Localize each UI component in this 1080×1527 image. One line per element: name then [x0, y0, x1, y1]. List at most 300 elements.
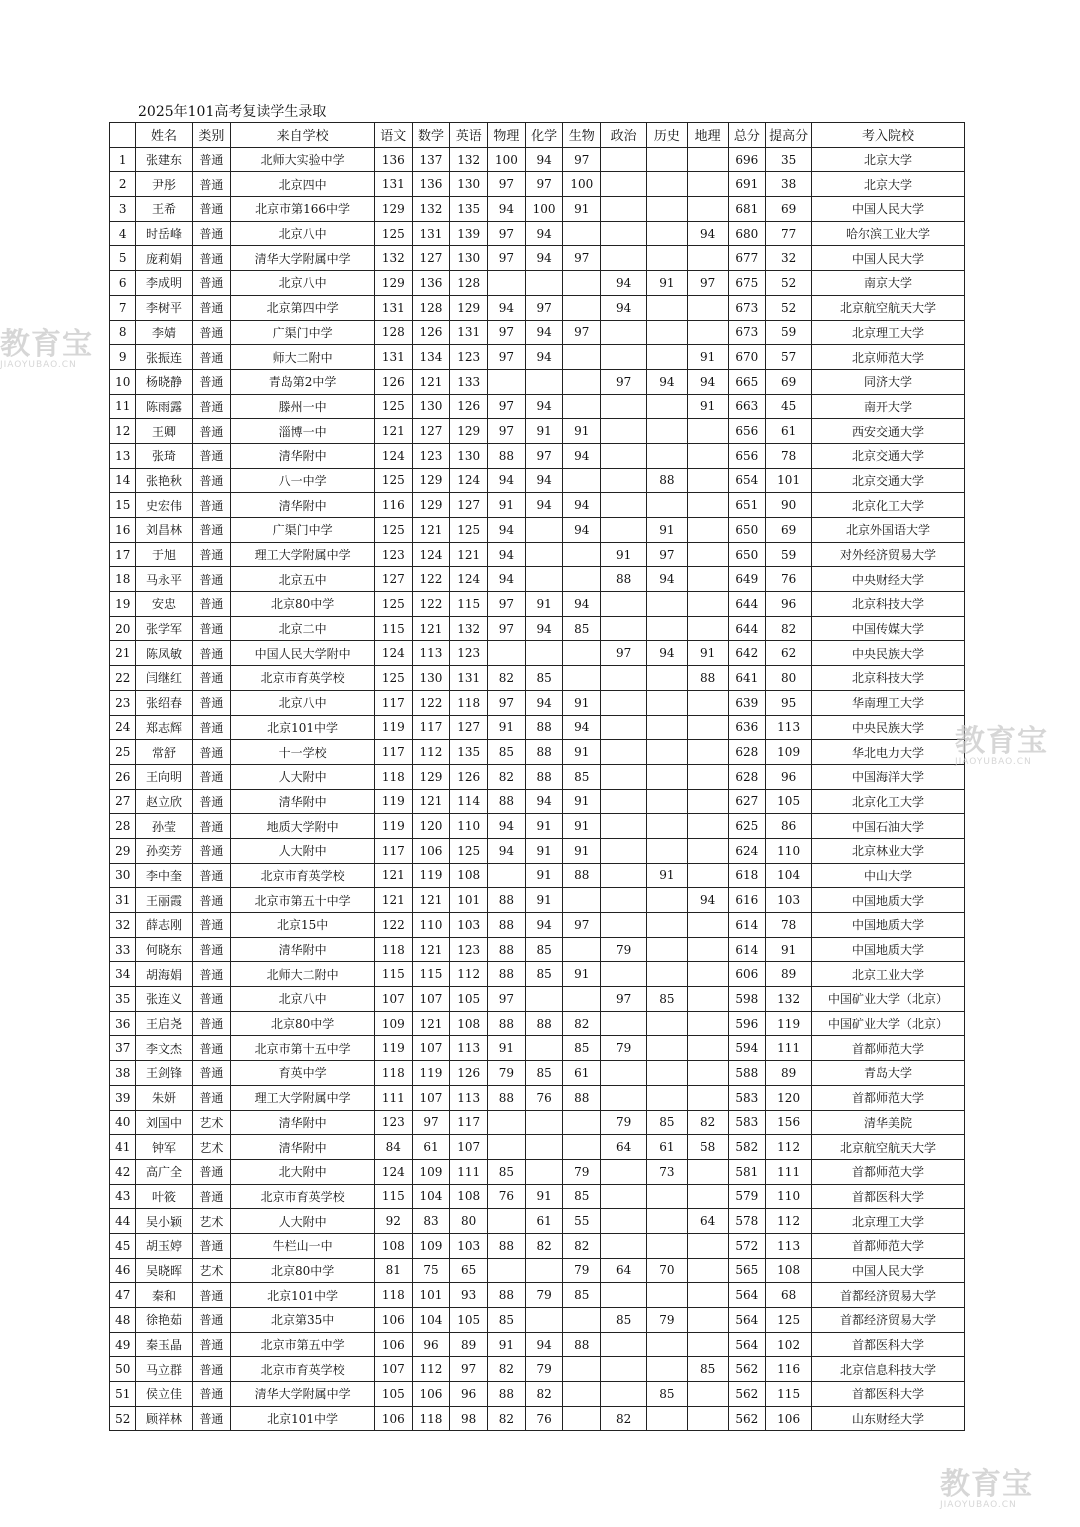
- cell-total: 639: [728, 690, 766, 715]
- cell-school: 北京市育英学校: [231, 666, 375, 691]
- cell-chinese: 115: [374, 616, 412, 641]
- table-row: [110, 1332, 965, 1357]
- cell-history: [647, 690, 688, 715]
- cell-chinese: 106: [374, 1308, 412, 1333]
- cell-school: 地质大学附中: [231, 814, 375, 839]
- cell-school: 中国人民大学附中: [231, 641, 375, 666]
- cell-politics: 97: [601, 987, 647, 1012]
- cell-biology: [563, 1308, 601, 1333]
- cell-biology: [563, 1135, 601, 1160]
- cell-category: 普通: [192, 1283, 231, 1308]
- cell-index: 52: [110, 1406, 136, 1431]
- cell-politics: [601, 419, 647, 444]
- cell-total: 565: [728, 1258, 766, 1283]
- cell-biology: 91: [563, 690, 601, 715]
- cell-category: 普通: [192, 443, 231, 468]
- cell-english: 139: [450, 221, 488, 246]
- cell-category: 普通: [192, 937, 231, 962]
- cell-chemistry: 94: [525, 1332, 563, 1357]
- cell-biology: [563, 345, 601, 370]
- cell-university: 北京理工大学: [812, 1209, 965, 1234]
- cell-chemistry: 94: [525, 221, 563, 246]
- cell-university: 北京师范大学: [812, 345, 965, 370]
- cell-index: 49: [110, 1332, 136, 1357]
- cell-physics: 76: [488, 1184, 526, 1209]
- cell-english: 130: [450, 443, 488, 468]
- cell-physics: 85: [488, 1159, 526, 1184]
- cell-physics: 88: [488, 1085, 526, 1110]
- cell-politics: [601, 394, 647, 419]
- cell-politics: [601, 616, 647, 641]
- cell-english: 131: [450, 320, 488, 345]
- cell-physics: 91: [488, 493, 526, 518]
- table-row: [110, 1308, 965, 1333]
- cell-english: 98: [450, 1406, 488, 1431]
- cell-english: 113: [450, 1036, 488, 1061]
- cell-math: 106: [412, 1382, 450, 1407]
- cell-improvement: 90: [766, 493, 812, 518]
- cell-physics: 88: [488, 1382, 526, 1407]
- table-row: [110, 592, 965, 617]
- cell-school: 北京15中: [231, 913, 375, 938]
- cell-total: 616: [728, 888, 766, 913]
- cell-university: 华南理工大学: [812, 690, 965, 715]
- cell-total: 696: [728, 147, 766, 172]
- cell-chemistry: 88: [525, 740, 563, 765]
- cell-geography: [687, 616, 728, 641]
- cell-chemistry: 85: [525, 962, 563, 987]
- cell-physics: 88: [488, 913, 526, 938]
- cell-university: 中国矿业大学（北京）: [812, 987, 965, 1012]
- cell-math: 121: [412, 937, 450, 962]
- cell-physics: [488, 369, 526, 394]
- cell-total: 627: [728, 789, 766, 814]
- table-row: [110, 320, 965, 345]
- table-body: [110, 147, 965, 1431]
- cell-total: 562: [728, 1357, 766, 1382]
- cell-english: 127: [450, 493, 488, 518]
- cell-physics: [488, 863, 526, 888]
- col-header-chinese: 语文: [374, 123, 412, 148]
- cell-geography: [687, 1233, 728, 1258]
- cell-politics: [601, 468, 647, 493]
- cell-school: 北京市育英学校: [231, 1184, 375, 1209]
- cell-biology: 94: [563, 443, 601, 468]
- cell-name: 胡海娟: [136, 962, 192, 987]
- cell-math: 136: [412, 172, 450, 197]
- cell-biology: 55: [563, 1209, 601, 1234]
- cell-biology: [563, 888, 601, 913]
- cell-physics: 97: [488, 419, 526, 444]
- cell-category: 普通: [192, 1332, 231, 1357]
- cell-english: 135: [450, 197, 488, 222]
- cell-school: 淄博一中: [231, 419, 375, 444]
- cell-geography: [687, 937, 728, 962]
- cell-chemistry: 94: [525, 394, 563, 419]
- cell-english: 108: [450, 863, 488, 888]
- cell-name: 胡玉婷: [136, 1233, 192, 1258]
- cell-math: 126: [412, 320, 450, 345]
- cell-university: 首都师范大学: [812, 1233, 965, 1258]
- cell-index: 44: [110, 1209, 136, 1234]
- cell-name: 李成明: [136, 271, 192, 296]
- cell-improvement: 68: [766, 1283, 812, 1308]
- cell-history: [647, 295, 688, 320]
- cell-physics: 97: [488, 320, 526, 345]
- cell-geography: [687, 493, 728, 518]
- cell-chinese: 125: [374, 468, 412, 493]
- cell-english: 113: [450, 1085, 488, 1110]
- cell-category: 普通: [192, 295, 231, 320]
- cell-improvement: 111: [766, 1036, 812, 1061]
- cell-politics: [601, 1159, 647, 1184]
- cell-name: 孙莹: [136, 814, 192, 839]
- cell-total: 582: [728, 1135, 766, 1160]
- cell-chinese: 124: [374, 641, 412, 666]
- cell-index: 9: [110, 345, 136, 370]
- cell-geography: [687, 1406, 728, 1431]
- cell-biology: [563, 1110, 601, 1135]
- cell-improvement: 35: [766, 147, 812, 172]
- cell-improvement: 108: [766, 1258, 812, 1283]
- cell-geography: 58: [687, 1135, 728, 1160]
- cell-english: 126: [450, 394, 488, 419]
- cell-politics: [601, 221, 647, 246]
- cell-improvement: 104: [766, 863, 812, 888]
- cell-biology: 94: [563, 493, 601, 518]
- cell-name: 马永平: [136, 567, 192, 592]
- cell-biology: 97: [563, 913, 601, 938]
- cell-school: 清华大学附属中学: [231, 246, 375, 271]
- cell-school: 北京市第五十中学: [231, 888, 375, 913]
- table-row: [110, 271, 965, 296]
- cell-index: 45: [110, 1233, 136, 1258]
- cell-math: 115: [412, 962, 450, 987]
- table-row: [110, 838, 965, 863]
- watermark-domain: JIAOYUBAO.CN: [940, 1500, 1017, 1510]
- cell-improvement: 38: [766, 172, 812, 197]
- cell-university: 北京航空航天大学: [812, 1135, 965, 1160]
- cell-index: 1: [110, 147, 136, 172]
- cell-english: 111: [450, 1159, 488, 1184]
- cell-index: 3: [110, 197, 136, 222]
- cell-university: 北京交通大学: [812, 468, 965, 493]
- cell-politics: [601, 1233, 647, 1258]
- cell-university: 中国地质大学: [812, 888, 965, 913]
- cell-name: 王希: [136, 197, 192, 222]
- cell-improvement: 120: [766, 1085, 812, 1110]
- cell-university: 北京理工大学: [812, 320, 965, 345]
- table-row: [110, 616, 965, 641]
- cell-biology: 82: [563, 1011, 601, 1036]
- cell-improvement: 61: [766, 419, 812, 444]
- cell-total: 628: [728, 764, 766, 789]
- cell-math: 119: [412, 863, 450, 888]
- cell-improvement: 112: [766, 1135, 812, 1160]
- cell-geography: [687, 913, 728, 938]
- cell-geography: [687, 147, 728, 172]
- table-header-row: [110, 123, 965, 148]
- table-row: [110, 1382, 965, 1407]
- table-row: [110, 345, 965, 370]
- table-row: [110, 1110, 965, 1135]
- cell-school: 北京五中: [231, 567, 375, 592]
- cell-english: 101: [450, 888, 488, 913]
- cell-chinese: 107: [374, 987, 412, 1012]
- cell-chinese: 125: [374, 666, 412, 691]
- cell-history: [647, 814, 688, 839]
- table-row: [110, 443, 965, 468]
- cell-politics: [601, 838, 647, 863]
- cell-category: 普通: [192, 863, 231, 888]
- cell-name: 李树平: [136, 295, 192, 320]
- cell-politics: 79: [601, 1110, 647, 1135]
- cell-university: 北京交通大学: [812, 443, 965, 468]
- cell-history: [647, 592, 688, 617]
- cell-category: 普通: [192, 641, 231, 666]
- cell-chinese: 131: [374, 172, 412, 197]
- cell-name: 张连义: [136, 987, 192, 1012]
- table-row: [110, 1061, 965, 1086]
- cell-school: 北京八中: [231, 690, 375, 715]
- cell-math: 112: [412, 740, 450, 765]
- table-row: [110, 1011, 965, 1036]
- cell-math: 83: [412, 1209, 450, 1234]
- cell-chinese: 119: [374, 715, 412, 740]
- cell-physics: 91: [488, 715, 526, 740]
- cell-total: 579: [728, 1184, 766, 1209]
- cell-politics: [601, 345, 647, 370]
- cell-math: 129: [412, 764, 450, 789]
- cell-name: 孙奕芳: [136, 838, 192, 863]
- cell-politics: [601, 592, 647, 617]
- cell-politics: [601, 789, 647, 814]
- cell-physics: 94: [488, 542, 526, 567]
- table-row: [110, 369, 965, 394]
- table-row: [110, 789, 965, 814]
- cell-geography: [687, 1283, 728, 1308]
- cell-chinese: 125: [374, 221, 412, 246]
- cell-index: 15: [110, 493, 136, 518]
- cell-university: 中央民族大学: [812, 715, 965, 740]
- cell-category: 普通: [192, 987, 231, 1012]
- cell-geography: [687, 172, 728, 197]
- cell-chinese: 132: [374, 246, 412, 271]
- cell-math: 107: [412, 1036, 450, 1061]
- cell-math: 124: [412, 542, 450, 567]
- cell-total: 583: [728, 1085, 766, 1110]
- cell-history: [647, 616, 688, 641]
- cell-politics: 97: [601, 369, 647, 394]
- cell-history: 91: [647, 518, 688, 543]
- cell-improvement: 96: [766, 764, 812, 789]
- cell-chinese: 117: [374, 690, 412, 715]
- cell-chemistry: [525, 518, 563, 543]
- cell-politics: 97: [601, 641, 647, 666]
- cell-improvement: 52: [766, 271, 812, 296]
- cell-chemistry: [525, 369, 563, 394]
- cell-history: [647, 1209, 688, 1234]
- cell-english: 108: [450, 1184, 488, 1209]
- cell-biology: [563, 1406, 601, 1431]
- cell-index: 22: [110, 666, 136, 691]
- cell-name: 李文杰: [136, 1036, 192, 1061]
- cell-name: 陈雨露: [136, 394, 192, 419]
- cell-total: 656: [728, 443, 766, 468]
- cell-english: 131: [450, 666, 488, 691]
- cell-chinese: 106: [374, 1406, 412, 1431]
- cell-geography: [687, 1308, 728, 1333]
- cell-history: 97: [647, 542, 688, 567]
- cell-politics: [601, 246, 647, 271]
- cell-history: 85: [647, 1382, 688, 1407]
- cell-history: [647, 913, 688, 938]
- cell-english: 133: [450, 369, 488, 394]
- cell-history: [647, 419, 688, 444]
- cell-category: 普通: [192, 740, 231, 765]
- cell-chinese: 116: [374, 493, 412, 518]
- cell-history: 79: [647, 1308, 688, 1333]
- cell-biology: [563, 295, 601, 320]
- cell-history: [647, 147, 688, 172]
- cell-improvement: 78: [766, 913, 812, 938]
- cell-chemistry: [525, 1036, 563, 1061]
- cell-biology: [563, 369, 601, 394]
- cell-geography: [687, 690, 728, 715]
- col-header-math: 数学: [412, 123, 450, 148]
- cell-improvement: 45: [766, 394, 812, 419]
- cell-university: 北京化工大学: [812, 493, 965, 518]
- cell-index: 19: [110, 592, 136, 617]
- cell-school: 北京市第五中学: [231, 1332, 375, 1357]
- cell-chemistry: 76: [525, 1406, 563, 1431]
- cell-english: 105: [450, 1308, 488, 1333]
- cell-history: [647, 1036, 688, 1061]
- cell-name: 刘昌林: [136, 518, 192, 543]
- cell-chinese: 115: [374, 1184, 412, 1209]
- cell-math: 97: [412, 1110, 450, 1135]
- cell-university: 北京化工大学: [812, 789, 965, 814]
- cell-school: 师大二附中: [231, 345, 375, 370]
- cell-chemistry: [525, 567, 563, 592]
- cell-index: 43: [110, 1184, 136, 1209]
- cell-chinese: 119: [374, 814, 412, 839]
- cell-chemistry: 85: [525, 1061, 563, 1086]
- cell-total: 649: [728, 567, 766, 592]
- cell-biology: 61: [563, 1061, 601, 1086]
- cell-school: 理工大学附属中学: [231, 542, 375, 567]
- cell-category: 普通: [192, 518, 231, 543]
- cell-geography: [687, 542, 728, 567]
- cell-politics: [601, 962, 647, 987]
- cell-index: 14: [110, 468, 136, 493]
- cell-index: 46: [110, 1258, 136, 1283]
- cell-math: 131: [412, 221, 450, 246]
- cell-school: 北京市育英学校: [231, 863, 375, 888]
- col-header-politics: 政治: [601, 123, 647, 148]
- cell-index: 2: [110, 172, 136, 197]
- cell-improvement: 69: [766, 197, 812, 222]
- cell-history: 73: [647, 1159, 688, 1184]
- cell-improvement: 119: [766, 1011, 812, 1036]
- cell-geography: [687, 838, 728, 863]
- cell-name: 王剑锋: [136, 1061, 192, 1086]
- table-row: [110, 468, 965, 493]
- cell-improvement: 96: [766, 592, 812, 617]
- cell-history: [647, 789, 688, 814]
- cell-name: 庞莉娟: [136, 246, 192, 271]
- cell-university: 中山大学: [812, 863, 965, 888]
- cell-name: 张琦: [136, 443, 192, 468]
- cell-history: [647, 1332, 688, 1357]
- cell-english: 125: [450, 838, 488, 863]
- cell-total: 564: [728, 1283, 766, 1308]
- cell-english: 108: [450, 1011, 488, 1036]
- cell-chemistry: 94: [525, 246, 563, 271]
- cell-chinese: 84: [374, 1135, 412, 1160]
- cell-total: 562: [728, 1382, 766, 1407]
- cell-total: 572: [728, 1233, 766, 1258]
- cell-name: 高广全: [136, 1159, 192, 1184]
- cell-index: 41: [110, 1135, 136, 1160]
- cell-politics: 79: [601, 1036, 647, 1061]
- cell-physics: 85: [488, 1308, 526, 1333]
- cell-math: 107: [412, 1085, 450, 1110]
- cell-biology: [563, 937, 601, 962]
- cell-biology: 94: [563, 715, 601, 740]
- cell-english: 112: [450, 962, 488, 987]
- cell-physics: 100: [488, 147, 526, 172]
- cell-math: 118: [412, 1406, 450, 1431]
- watermark-domain: JIAOYUBAO.CN: [0, 360, 77, 370]
- table-row: [110, 641, 965, 666]
- cell-category: 普通: [192, 1036, 231, 1061]
- cell-index: 37: [110, 1036, 136, 1061]
- cell-total: 618: [728, 863, 766, 888]
- cell-chemistry: 82: [525, 1233, 563, 1258]
- cell-category: 普通: [192, 542, 231, 567]
- cell-physics: 82: [488, 1357, 526, 1382]
- cell-improvement: 62: [766, 641, 812, 666]
- cell-improvement: 86: [766, 814, 812, 839]
- cell-school: 北京101中学: [231, 1283, 375, 1308]
- cell-math: 122: [412, 567, 450, 592]
- cell-physics: [488, 1258, 526, 1283]
- cell-name: 尹彤: [136, 172, 192, 197]
- cell-biology: 91: [563, 962, 601, 987]
- cell-chinese: 118: [374, 1061, 412, 1086]
- cell-chemistry: [525, 1258, 563, 1283]
- cell-improvement: 106: [766, 1406, 812, 1431]
- cell-total: 581: [728, 1159, 766, 1184]
- col-header-english: 英语: [450, 123, 488, 148]
- cell-chinese: 118: [374, 937, 412, 962]
- cell-biology: 85: [563, 1036, 601, 1061]
- cell-chemistry: 94: [525, 320, 563, 345]
- table-row: [110, 1406, 965, 1431]
- cell-geography: [687, 246, 728, 271]
- cell-name: 侯立佳: [136, 1382, 192, 1407]
- cell-politics: 91: [601, 542, 647, 567]
- cell-geography: 82: [687, 1110, 728, 1135]
- cell-index: 40: [110, 1110, 136, 1135]
- cell-math: 127: [412, 419, 450, 444]
- cell-english: 130: [450, 172, 488, 197]
- cell-politics: [601, 1283, 647, 1308]
- cell-improvement: 110: [766, 838, 812, 863]
- cell-name: 秦玉晶: [136, 1332, 192, 1357]
- cell-category: 普通: [192, 1085, 231, 1110]
